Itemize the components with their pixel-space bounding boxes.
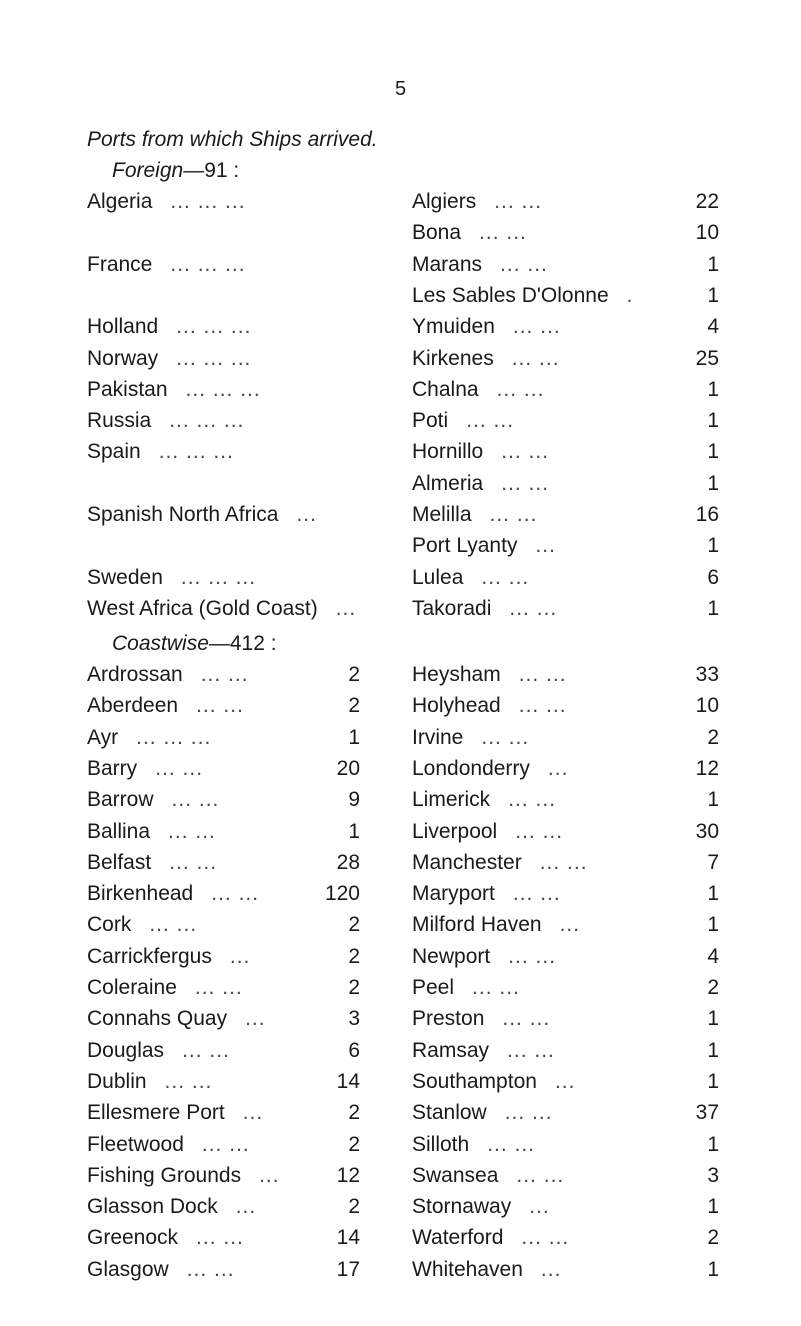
- port-name: Ymuiden ... ...: [412, 315, 561, 339]
- ship-count: 1: [707, 788, 719, 812]
- port-name: Ardrossan ... ...: [87, 663, 249, 686]
- port-name: Marans ... ...: [412, 252, 548, 276]
- ship-count: 6: [348, 1038, 360, 1062]
- foreign-row: [0, 409, 801, 439]
- foreign-row: [0, 253, 801, 283]
- foreign-row: [0, 284, 801, 314]
- coastwise-row: [0, 663, 801, 693]
- coastwise-row: [0, 694, 801, 724]
- country-name: Pakistan ... ... ...: [87, 377, 261, 401]
- country-name: Spain ... ... ...: [87, 440, 234, 464]
- ship-count: 30: [695, 819, 719, 843]
- port-name: Stornaway ...: [412, 1195, 550, 1219]
- port-name: Fleetwood ... ...: [87, 1132, 250, 1156]
- port-name: Heysham ... ...: [412, 663, 567, 686]
- port-name: Newport ... ...: [412, 944, 557, 968]
- country-name: Norway ... ... ...: [87, 346, 252, 370]
- coastwise-row: [0, 976, 801, 1006]
- ship-count: 2: [348, 944, 360, 968]
- port-name: Manchester ... ...: [412, 850, 588, 874]
- coastwise-row: [0, 788, 801, 818]
- ship-count: 10: [695, 694, 719, 718]
- country-name: Algeria ... ... ...: [87, 190, 246, 213]
- port-name: Glasgow ... ...: [87, 1257, 235, 1281]
- ship-count: 1: [348, 725, 360, 749]
- foreign-row: [0, 190, 801, 220]
- coastwise-total: —412 :: [208, 632, 277, 655]
- coastwise-row: [0, 1226, 801, 1256]
- foreign-row: [0, 534, 801, 564]
- ship-count: 16: [695, 503, 719, 526]
- port-name: Ballina ... ...: [87, 819, 216, 843]
- coastwise-row: [0, 726, 801, 756]
- port-name: Preston ... ...: [412, 1007, 551, 1031]
- ship-count: 2: [348, 694, 360, 718]
- ship-count: 12: [336, 1163, 360, 1187]
- port-name: Hornillo ... ...: [412, 440, 550, 464]
- ship-count: 1: [707, 471, 719, 495]
- coastwise-row: [0, 1039, 801, 1069]
- ship-count: 1: [707, 1195, 719, 1219]
- ship-count: 2: [348, 1195, 360, 1219]
- port-name: Waterford ... ...: [412, 1226, 570, 1250]
- port-name: Liverpool ... ...: [412, 819, 564, 843]
- port-name: Silloth ... ...: [412, 1132, 536, 1156]
- port-name: Carrickfergus ...: [87, 944, 251, 968]
- ship-count: 1: [707, 913, 719, 937]
- coastwise-row: [0, 851, 801, 881]
- ship-count: 120: [324, 882, 360, 906]
- port-name: Birkenhead ... ...: [87, 882, 260, 906]
- ship-count: 7: [707, 850, 719, 874]
- port-name: Peel ... ...: [412, 976, 520, 999]
- port-name: Algiers ... ...: [412, 190, 543, 213]
- country-name: Spanish North Africa ...: [87, 503, 317, 526]
- ship-count: 1: [707, 596, 719, 620]
- country-name: Holland ... ... ...: [87, 315, 252, 339]
- port-name: Takoradi ... ...: [412, 596, 558, 620]
- port-name: Melilla ... ...: [412, 503, 538, 526]
- ship-count: 1: [707, 409, 719, 433]
- ship-count: 17: [336, 1257, 360, 1281]
- coastwise-label: Coastwise: [112, 632, 209, 655]
- foreign-label: Foreign: [112, 159, 184, 182]
- port-name: Cork ... ...: [87, 913, 198, 937]
- page-number: 5: [394, 78, 407, 100]
- port-name: Almeria ... ...: [412, 471, 550, 495]
- port-name: Southampton ...: [412, 1069, 576, 1093]
- coastwise-row: [0, 1195, 801, 1225]
- port-name: Belfast ... ...: [87, 850, 218, 874]
- ship-count: 28: [336, 850, 360, 874]
- ship-count: 1: [707, 1038, 719, 1062]
- ship-count: 2: [707, 725, 719, 749]
- ship-count: 20: [336, 756, 360, 780]
- foreign-row: [0, 503, 801, 533]
- foreign-row: [0, 315, 801, 345]
- ship-count: 2: [348, 976, 360, 999]
- port-name: Irvine ... ...: [412, 725, 530, 749]
- ship-count: 2: [707, 976, 719, 999]
- ship-count: 12: [695, 756, 719, 780]
- port-name: Holyhead ... ...: [412, 694, 567, 718]
- country-name: Russia ... ... ...: [87, 409, 245, 433]
- port-name: Maryport ... ...: [412, 882, 561, 906]
- port-name: Swansea ... ...: [412, 1163, 565, 1187]
- coastwise-heading: [112, 632, 277, 656]
- foreign-row: [0, 378, 801, 408]
- ship-count: 1: [707, 1257, 719, 1281]
- coastwise-row: [0, 913, 801, 943]
- ship-count: 33: [695, 663, 719, 686]
- ship-count: 37: [695, 1101, 719, 1125]
- foreign-row: [0, 566, 801, 596]
- ship-count: 10: [695, 221, 719, 245]
- ship-count: 1: [707, 882, 719, 906]
- port-name: Fishing Grounds ...: [87, 1163, 280, 1187]
- coastwise-row: [0, 1070, 801, 1100]
- ship-count: 1: [707, 534, 719, 558]
- ship-count: 6: [707, 565, 719, 589]
- ship-count: 3: [707, 1163, 719, 1187]
- port-name: Lulea ... ...: [412, 565, 530, 589]
- country-name: West Africa (Gold Coast) ...: [87, 596, 357, 620]
- foreign-row: [0, 221, 801, 251]
- ship-count: 4: [707, 944, 719, 968]
- ship-count: 1: [707, 1132, 719, 1156]
- coastwise-row: [0, 945, 801, 975]
- foreign-heading: [112, 159, 239, 183]
- port-name: Kirkenes ... ...: [412, 346, 560, 370]
- ship-count: 1: [707, 252, 719, 276]
- port-name: Stanlow ... ...: [412, 1101, 553, 1125]
- ship-count: 1: [348, 819, 360, 843]
- port-name: Port Lyanty ...: [412, 534, 556, 558]
- port-name: Douglas ... ...: [87, 1038, 230, 1062]
- country-name: Sweden ... ... ...: [87, 565, 257, 589]
- port-name: Les Sables D'Olonne .: [412, 283, 634, 307]
- coastwise-row: [0, 1007, 801, 1037]
- port-name: Poti ... ...: [412, 409, 515, 433]
- ship-count: 1: [707, 1069, 719, 1093]
- ship-count: 9: [348, 788, 360, 812]
- coastwise-row: [0, 1164, 801, 1194]
- ship-count: 1: [707, 377, 719, 401]
- port-name: Ramsay ... ...: [412, 1038, 555, 1062]
- ship-count: 14: [336, 1226, 360, 1250]
- port-name: Bona ... ...: [412, 221, 527, 245]
- coastwise-row: [0, 1101, 801, 1131]
- port-name: Whitehaven ...: [412, 1257, 562, 1281]
- ship-count: 2: [348, 1101, 360, 1125]
- ship-count: 1: [707, 1007, 719, 1031]
- ship-count: 3: [348, 1007, 360, 1031]
- ship-count: 2: [348, 1132, 360, 1156]
- ship-count: 2: [348, 663, 360, 686]
- ship-count: 25: [695, 346, 719, 370]
- ship-count: 14: [336, 1069, 360, 1093]
- ship-count: 4: [707, 315, 719, 339]
- ship-count: 2: [348, 913, 360, 937]
- ship-count: 1: [707, 283, 719, 307]
- foreign-row: [0, 440, 801, 470]
- country-name: France ... ... ...: [87, 252, 246, 276]
- port-name: Chalna ... ...: [412, 377, 545, 401]
- port-name: Glasson Dock ...: [87, 1195, 257, 1219]
- foreign-row: [0, 472, 801, 502]
- port-name: Barrow ... ...: [87, 788, 220, 812]
- coastwise-row: [0, 1133, 801, 1163]
- ship-count: 2: [707, 1226, 719, 1250]
- coastwise-row: [0, 1258, 801, 1288]
- port-name: Londonderry ...: [412, 756, 569, 780]
- port-name: Barry ... ...: [87, 756, 204, 780]
- ship-count: 1: [707, 440, 719, 464]
- coastwise-row: [0, 820, 801, 850]
- port-name: Limerick ... ...: [412, 788, 557, 812]
- foreign-row: [0, 597, 801, 627]
- port-name: Ayr ... ... ...: [87, 725, 212, 749]
- coastwise-row: [0, 757, 801, 787]
- port-name: Connahs Quay ...: [87, 1007, 266, 1031]
- page-title: Ports from which Ships arrived.: [87, 128, 378, 151]
- port-name: Dublin ... ...: [87, 1069, 213, 1093]
- port-name: Greenock ... ...: [87, 1226, 244, 1250]
- port-name: Milford Haven ...: [412, 913, 581, 937]
- port-name: Ellesmere Port ...: [87, 1101, 264, 1125]
- foreign-total: —91 :: [183, 159, 240, 182]
- coastwise-row: [0, 882, 801, 912]
- foreign-row: [0, 347, 801, 377]
- ship-count: 22: [695, 190, 719, 213]
- port-name: Coleraine ... ...: [87, 976, 243, 999]
- port-name: Aberdeen ... ...: [87, 694, 244, 718]
